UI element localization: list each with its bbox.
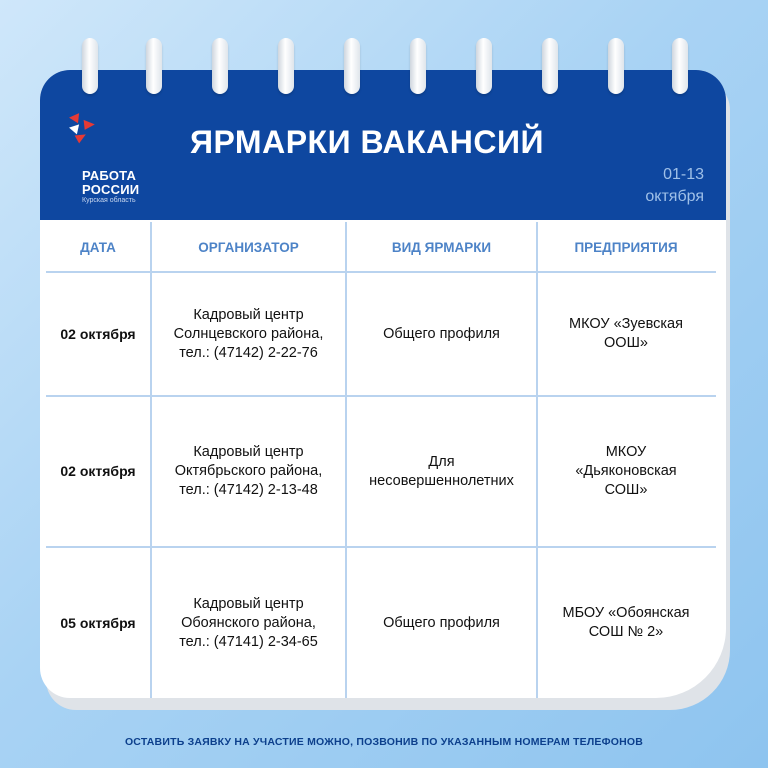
table-row-organizer: Кадровый центр Октябрьского района, тел.: (47142) 2-13-48	[174, 444, 323, 498]
table-row-type: Для несовершеннолетних	[369, 453, 514, 489]
logo-line-1: РАБОТА	[82, 168, 137, 183]
logo-region: Курская область	[82, 197, 136, 204]
binder-ring	[344, 38, 360, 94]
table-row-company: МБОУ «Обоянская СОШ № 2»	[562, 605, 690, 640]
table-row-date: 02 октября	[60, 325, 136, 342]
table-row-type: Общего профиля	[383, 614, 500, 631]
binder-ring	[278, 38, 294, 94]
rabota-rossii-logo-icon	[62, 112, 122, 168]
binder-ring	[608, 38, 624, 94]
binder-ring	[672, 38, 688, 94]
column-header-date: ДАТА	[80, 240, 116, 255]
table-row-organizer: Кадровый центр Обоянского района, тел.: (47141) 2-34-65	[179, 595, 318, 650]
column-header-organizer: ОРГАНИЗАТОР	[198, 240, 299, 255]
date-range-days: 01-13	[663, 166, 704, 183]
page-title: ЯРМАРКИ ВАКАНСИЙ	[190, 124, 544, 160]
logo-line-2: РОССИИ	[82, 182, 140, 197]
binder-ring	[82, 38, 98, 94]
binder-ring	[542, 38, 558, 94]
table-row-company: МКОУ «Дьяконовская СОШ»	[575, 444, 677, 498]
table-row-date: 05 октября	[60, 614, 136, 631]
footer-note: ОСТАВИТЬ ЗАЯВКУ НА УЧАСТИЕ МОЖНО, ПОЗВОНИВ ПО УКАЗАННЫМ НОМЕРАМ ТЕЛЕФОНОВ	[124, 736, 644, 748]
table-row-type: Общего профиля	[383, 325, 500, 342]
date-range	[645, 164, 704, 208]
date-range-month: октября	[645, 188, 704, 205]
column-header-type: ВИД ЯРМАРКИ	[391, 240, 492, 255]
binder-ring	[476, 38, 492, 94]
table-row-organizer: Кадровый центр Солнцевского района, тел.: (47142) 2-22-76	[173, 306, 324, 361]
column-header-company: ПРЕДПРИЯТИЯ	[574, 240, 678, 255]
binder-ring	[410, 38, 426, 94]
binder-ring	[212, 38, 228, 94]
binder-ring	[146, 38, 162, 94]
table-row-company: МКОУ «Зуевская ООШ»	[569, 316, 683, 351]
table-row-date: 02 октября	[60, 463, 136, 479]
